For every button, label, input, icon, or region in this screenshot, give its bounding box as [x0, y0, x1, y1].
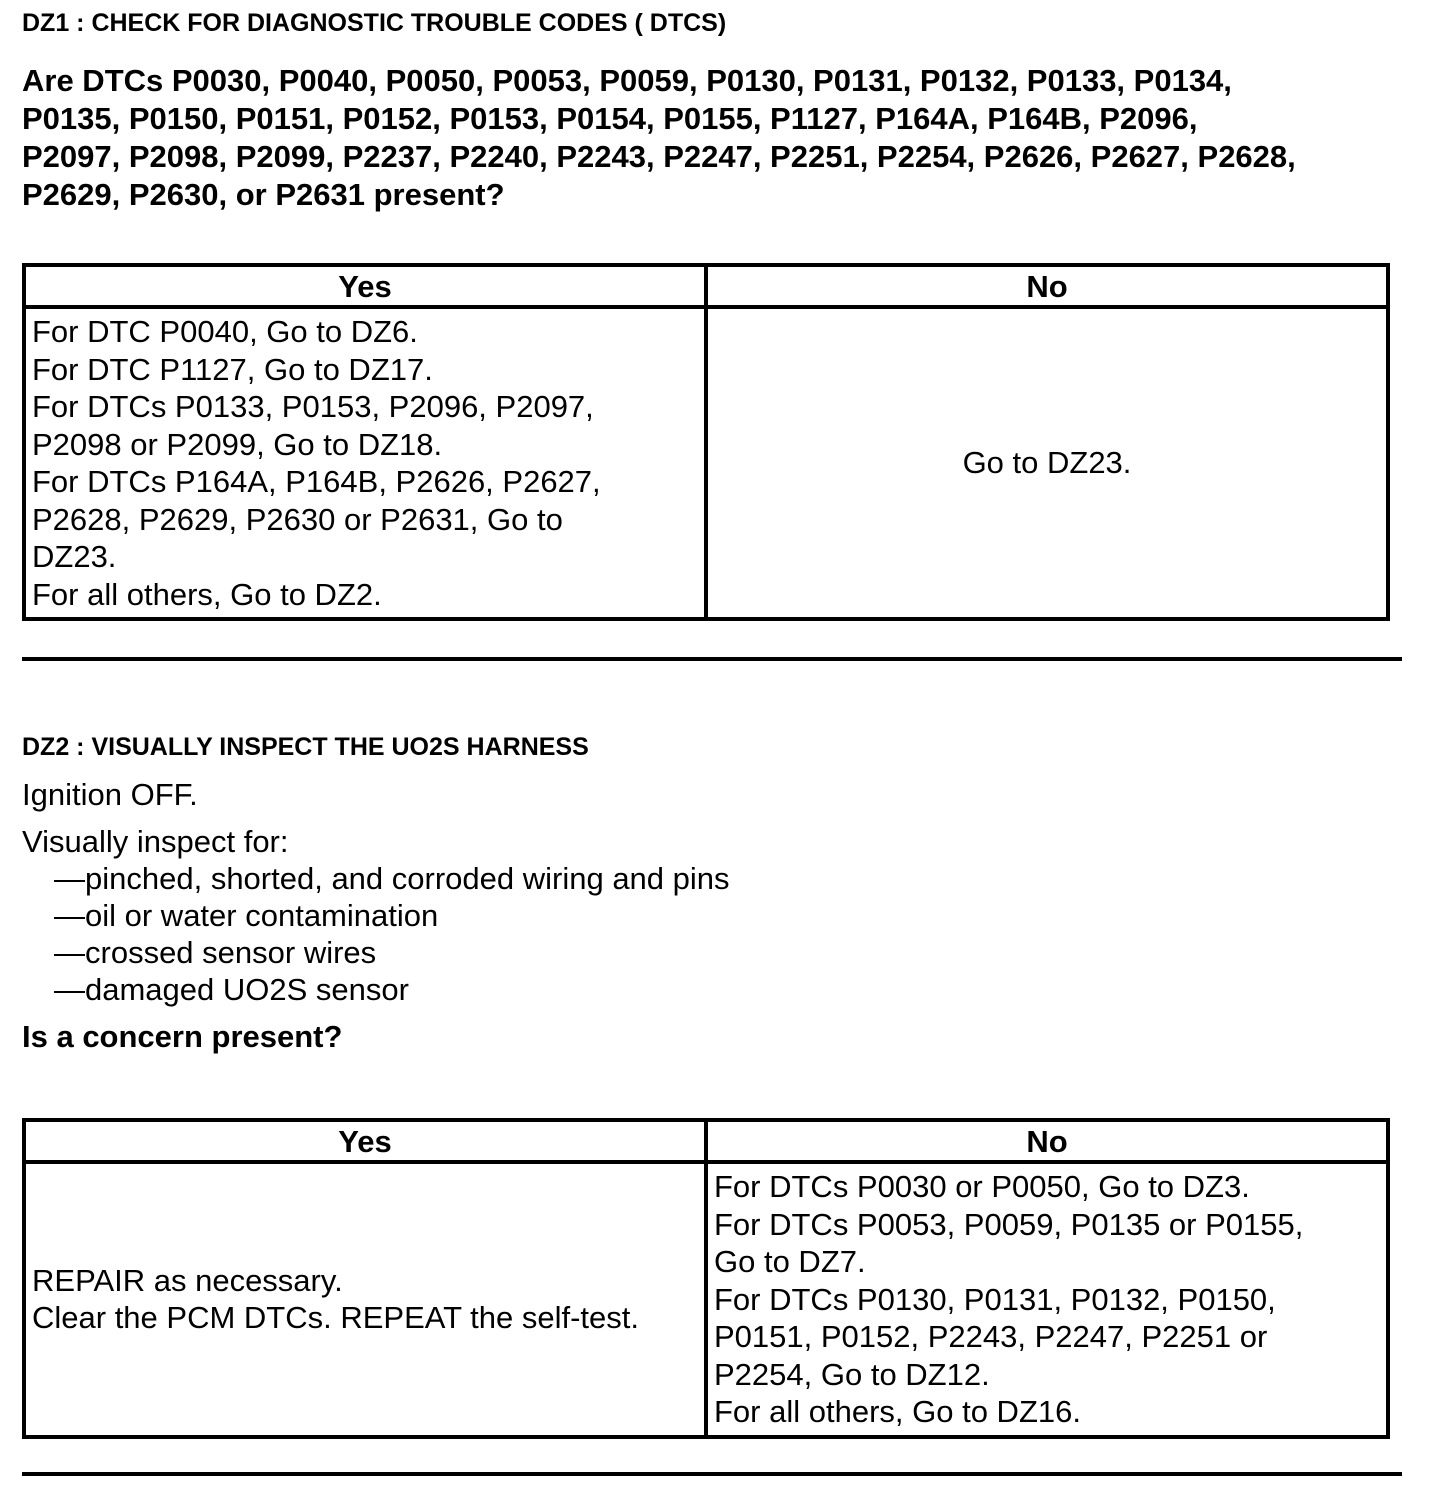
dz1-no-cell: Go to DZ23. [706, 307, 1388, 619]
dz2-no-header: No [706, 1120, 1388, 1162]
dz1-yes-line: P2098 or P2099, Go to DZ18. [32, 426, 443, 462]
dz2-ignition-instruction: Ignition OFF. [22, 777, 198, 812]
dz2-no-cell [706, 1162, 1388, 1437]
dz2-section [22, 732, 1402, 1056]
dz2-no-line: For DTCs P0030 or P0050, Go to DZ3. [714, 1169, 1250, 1204]
dz2-inspect-intro: Visually inspect for: [22, 824, 289, 859]
dz2-no-line: P2254, Go to DZ12. [714, 1356, 990, 1392]
dz2-yes-line: Clear the PCM DTCs. REPEAT the self-test. [32, 1300, 639, 1336]
dz1-no-header: No [706, 265, 1388, 307]
dz2-yes-cell [24, 1162, 706, 1437]
dz2-no-line: For DTCs P0053, P0059, P0135 or P0155, [714, 1206, 1304, 1242]
dz2-no-line: Go to DZ7. [714, 1244, 866, 1279]
dz2-title: DZ2 : VISUALLY INSPECT THE UO2S HARNESS [22, 733, 589, 761]
dz1-question-line-2: P0135, P0150, P0151, P0152, P0153, P0154, P0155, P1127, P164A, P164B, P2096, [22, 101, 1198, 136]
dz2-yes-line: REPAIR as necessary. [32, 1262, 343, 1298]
dz1-yes-cell [24, 307, 706, 619]
dz1-yes-line: P2628, P2629, P2630 or P2631, Go to [32, 501, 563, 537]
dz2-no-line: P0151, P0152, P2243, P2247, P2251 or [714, 1319, 1268, 1354]
dz2-no-line: For DTCs P0130, P0131, P0132, P0150, [714, 1281, 1276, 1317]
dz1-yes-line: DZ23. [32, 539, 117, 574]
section-divider [22, 1472, 1402, 1476]
dz1-result-table [22, 263, 1390, 621]
dz1-yes-header: Yes [24, 265, 706, 307]
dz1-title: DZ1 : CHECK FOR DIAGNOSTIC TROUBLE CODES ( DTCS) [22, 9, 727, 37]
section-divider [22, 657, 1402, 661]
dz2-inspect-item: —crossed sensor wires [54, 935, 377, 970]
dz1-section [22, 8, 1402, 214]
dz2-inspect-item: —oil or water contamination [54, 898, 439, 933]
dz1-question-line-4: P2629, P2630, or P2631 present? [22, 177, 505, 212]
dz2-yes-header: Yes [24, 1120, 706, 1162]
dz2-inspect-item: —pinched, shorted, and corroded wiring and pins [54, 861, 730, 896]
dz1-question-line-1: Are DTCs P0030, P0040, P0050, P0053, P0059, P0130, P0131, P0132, P0133, P0134, [22, 63, 1232, 98]
dz1-yes-line: For DTC P0040, Go to DZ6. [32, 314, 418, 349]
dz1-yes-line: For DTCs P164A, P164B, P2626, P2627, [32, 464, 601, 499]
dz1-question-line-3: P2097, P2098, P2099, P2237, P2240, P2243, P2247, P2251, P2254, P2626, P2627, P2628, [22, 139, 1296, 174]
dz2-question: Is a concern present? [22, 1019, 343, 1054]
dz1-yes-line: For DTCs P0133, P0153, P2096, P2097, [32, 389, 594, 424]
dz2-result-table [22, 1118, 1390, 1439]
dz2-no-line: For all others, Go to DZ16. [714, 1394, 1081, 1429]
dz1-yes-line: For all others, Go to DZ2. [32, 576, 382, 612]
dz2-inspect-item: —damaged UO2S sensor [54, 972, 409, 1007]
dz1-yes-line: For DTC P1127, Go to DZ17. [32, 351, 433, 387]
